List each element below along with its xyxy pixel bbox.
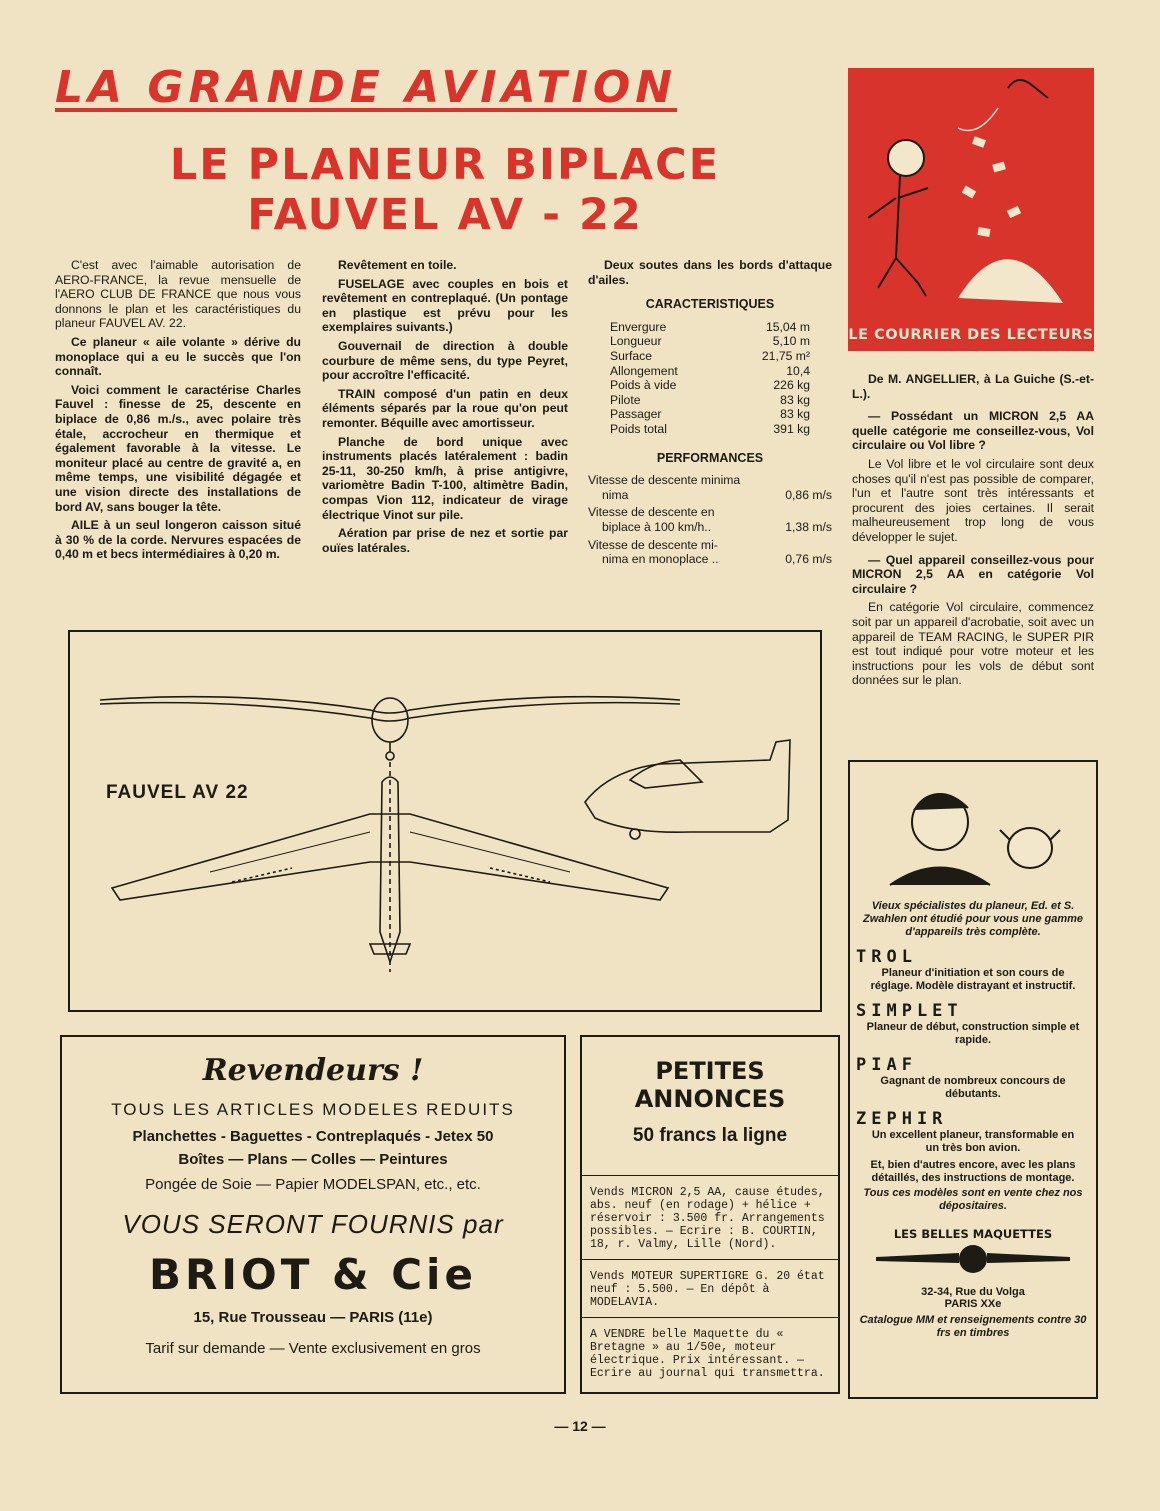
- spec-value: 15,04 m: [765, 319, 810, 334]
- brand-logo-text: LES BELLES MAQUETTES: [893, 1227, 1053, 1241]
- briot-advertisement: [60, 1035, 566, 1394]
- performances-heading: PERFORMANCES: [656, 450, 764, 465]
- courrier-banner-label: LE COURRIER DES LECTEURS: [848, 327, 1094, 343]
- model-description: Planeur d'initiation et son cours de réglage. Modèle distrayant et instructif.: [870, 967, 1076, 992]
- spec-value: 21,75 m²: [761, 348, 810, 363]
- ad-line: VOUS SERONT FOURNIS par: [122, 1209, 504, 1239]
- brand-address2: PARIS XXe: [944, 1298, 1002, 1310]
- paragraph: Aération par prise de nez et sortie par ouïes latérales.: [322, 526, 568, 555]
- spec-label: Pilote: [610, 392, 641, 407]
- paragraph: Ce planeur « aile volante » dérive du monoplace qui a eu le succès que l'on connaît.: [55, 334, 301, 379]
- classified-ad: Vends MICRON 2,5 AA, cause études, abs. neuf (en rodage) + hélice + réservoir : 3.500 fr. Arrangements possibles. — Ecrire : B. COURTIN, 18, r. Valmy, Lille (Nord).: [582, 1175, 838, 1259]
- spec-value: 391 kg: [773, 421, 810, 436]
- model-description: Planeur de début, construction simple et rapide.: [866, 1021, 1080, 1046]
- classified-ad: A VENDRE belle Maquette du « Bretagne » au 1/50e, moteur électrique. Prix intéressant. — Ecrire au journal qui transmettra.: [582, 1317, 838, 1388]
- brand-catalogue: Catalogue MM et renseignements contre 30 frs en timbres: [859, 1314, 1087, 1339]
- spec-row: [588, 349, 832, 364]
- spec-label: Poids total: [610, 421, 667, 436]
- spec-row: [588, 320, 832, 335]
- spec-label: Envergure: [610, 319, 667, 334]
- spec-value: 10,4: [786, 363, 810, 378]
- perf-label-cont: biplace à 100 km/h..: [602, 519, 712, 534]
- paragraph: C'est avec l'aimable autorisation de AERO-FRANCE, la revue mensuelle de l'AERO CLUB DE FRANCE que nous vous donnons le plan et les caractéristiques du planeur FAUVEL AV. 22.: [55, 258, 301, 331]
- perf-row: [588, 538, 832, 567]
- spec-value: 83 kg: [780, 392, 810, 407]
- specs-heading: CARACTERISTIQUES: [645, 297, 775, 312]
- article-title-line2: FAUVEL AV - 22: [247, 190, 643, 240]
- spec-row: [588, 364, 832, 379]
- classified-ad: Vends MOTEUR SUPERTIGRE G. 20 état neuf : 5.500. — En dépôt à MODELAVIA.: [582, 1259, 838, 1317]
- spec-value: 226 kg: [773, 378, 810, 393]
- question: — Possédant un MICRON 2,5 AA quelle catégorie me conseillez-vous, Vol circulaire ou Vol libre ?: [852, 409, 1094, 453]
- article-column-3: [588, 258, 832, 567]
- ad-company: BRIOT & Cie: [149, 1250, 477, 1299]
- ad-title: Revendeurs !: [202, 1053, 424, 1088]
- zwahlen-more: Et, bien d'autres encore, avec les plans détaillés, des instructions de montage.: [870, 1159, 1076, 1184]
- perf-label-cont: nima: [602, 487, 629, 502]
- model-name: SIMPLET: [856, 1001, 963, 1021]
- paragraph: AILE à un seul longeron caisson situé à 30 % de la corde. Nervures espacées de 0,40 m et becs intermédiaires à 0,20 m.: [55, 518, 301, 562]
- ad-footer: Tarif sur demande — Vente exclusivement en gros: [145, 1340, 481, 1357]
- zwahlen-intro: Vieux spécialistes du planeur, Ed. et S. Zwahlen ont étudié pour vous une gamme d'appareils très complète.: [862, 900, 1084, 938]
- ad-line: Boîtes — Plans — Colles — Peintures: [178, 1151, 448, 1168]
- model-name: ZEPHIR: [856, 1109, 948, 1129]
- annonces-subtitle: 50 francs la ligne: [632, 1125, 788, 1146]
- spec-row: [588, 378, 832, 393]
- model-name: TROL: [856, 947, 917, 967]
- perf-row: [588, 473, 832, 502]
- model-description: Un excellent planeur, transformable en un très bon avion.: [871, 1129, 1075, 1154]
- courrier-column: [852, 372, 1094, 692]
- boy-and-dog-illustration: [870, 770, 1070, 890]
- perf-label: Vitesse de descente en: [588, 505, 715, 520]
- ad-line: TOUS LES ARTICLES MODELES REDUITS: [111, 1100, 515, 1119]
- zwahlen-depot: Tous ces modèles sont en vente chez nos dépositaires.: [863, 1187, 1083, 1212]
- spec-label: Surface: [610, 348, 653, 363]
- zwahlen-advertisement: [848, 760, 1098, 1399]
- perf-label: Vitesse de descente minima: [588, 473, 741, 488]
- spec-label: Poids à vide: [610, 378, 677, 393]
- spec-row: [588, 393, 832, 408]
- spec-label: Longueur: [610, 334, 662, 349]
- letter-from: De M. ANGELLIER, à La Guiche (S.-et-L.).: [852, 372, 1094, 401]
- ad-line: Planchettes - Baguettes - Contreplaqués - Jetex 50: [132, 1128, 494, 1145]
- spec-row: [588, 407, 832, 422]
- ad-address: 15, Rue Trousseau — PARIS (11e): [193, 1309, 433, 1326]
- perf-value: 0,86 m/s: [785, 487, 832, 502]
- model-name: PIAF: [856, 1055, 917, 1075]
- spec-row: [588, 422, 832, 437]
- annonces-title: PETITES ANNONCES: [634, 1057, 786, 1113]
- paragraph: TRAIN composé d'un patin en deux éléments séparés par la roue qu'on peut remonter. Béquille avec amortisseur.: [322, 386, 568, 430]
- petites-annonces: [580, 1035, 840, 1394]
- performances-table: [588, 473, 832, 567]
- perf-label-cont: nima en monoplace ..: [602, 552, 719, 567]
- section-title: LA GRANDE AVIATION: [55, 62, 678, 113]
- specs-table: [588, 320, 832, 437]
- article-title: [160, 140, 730, 240]
- perf-row: [588, 505, 832, 534]
- spec-label: Allongement: [610, 363, 678, 378]
- zwahlen-text: [856, 900, 1090, 1340]
- answer: Le Vol libre et le vol circulaire sont deux choses qu'il n'est pas possible de comparer, l'un et l'autre sont très intéressants et procurent des joies certaines. Il serait malheureusement trop long de vous développer le sujet.: [852, 456, 1094, 544]
- perf-value: 0,76 m/s: [785, 552, 832, 567]
- article-column-1: [55, 258, 301, 566]
- paragraph: Planche de bord unique avec instruments placés latéralement : badin 25-11, 30-250 km/h, à prise antigivre, variomètre Badin T-100, altimètre Badin, compas Vion 112, indicateur de virage électrique Vinot sur pile.: [322, 434, 568, 522]
- spec-row: [588, 334, 832, 349]
- model-description: Gagnant de nombreux concours de débutants.: [880, 1075, 1066, 1100]
- spec-value: 5,10 m: [772, 334, 810, 349]
- article-column-2: [322, 258, 568, 559]
- page-number: — 12 —: [554, 1418, 606, 1434]
- perf-value: 1,38 m/s: [785, 519, 832, 534]
- paragraph: Deux soutes dans les bords d'attaque d'ailes.: [588, 258, 832, 287]
- spec-value: 83 kg: [780, 407, 810, 422]
- glider-drawing: [68, 630, 822, 1012]
- cartoon-illustration: [848, 68, 1094, 351]
- paragraph: FUSELAGE avec couples en bois et revêtement en contreplaqué. (Un pontage en plastique est prévu pour les exemplaires suivants.): [322, 276, 568, 335]
- answer: En catégorie Vol circulaire, commencez soit par un appareil d'acrobatie, soit avec un appareil de TEAM RACING, le SUPER PIR est tout indiqué pour votre moteur et les instructions pour les vols de début sont données sur le plan.: [852, 600, 1094, 688]
- paragraph: Revêtement en toile.: [338, 258, 457, 272]
- ad-line: Pongée de Soie — Papier MODELSPAN, etc., etc.: [145, 1176, 481, 1193]
- paragraph: Gouvernail de direction à double courbure de même sens, du type Peyret, pour accroître l'efficacité.: [322, 338, 568, 383]
- brand-address1: 32-34, Rue du Volga: [921, 1286, 1025, 1298]
- winged-logo-icon: [856, 1241, 1090, 1281]
- question: — Quel appareil conseillez-vous pour MICRON 2,5 AA en catégorie Vol circulaire ?: [852, 552, 1094, 596]
- courrier-banner: [848, 68, 1094, 351]
- spec-label: Passager: [610, 407, 662, 422]
- perf-label: Vitesse de descente mi-: [588, 537, 718, 552]
- glider-three-view-drawing: [70, 632, 820, 1010]
- drawing-label: FAUVEL AV 22: [106, 782, 249, 803]
- paragraph: Voici comment le caractérise Charles Fauvel : finesse de 25, descente en biplace de 0,86 m./s., avec polaire très étale, accrocheur en thermique et également favorable à la vitesse. Le moniteur placé au centre de gravité a, en même temps, une visibilité dégagée et une vision directe des installations de bord AV, sans bouger la tête.: [55, 382, 301, 514]
- article-title-line1: LE PLANEUR BIPLACE: [169, 140, 721, 190]
